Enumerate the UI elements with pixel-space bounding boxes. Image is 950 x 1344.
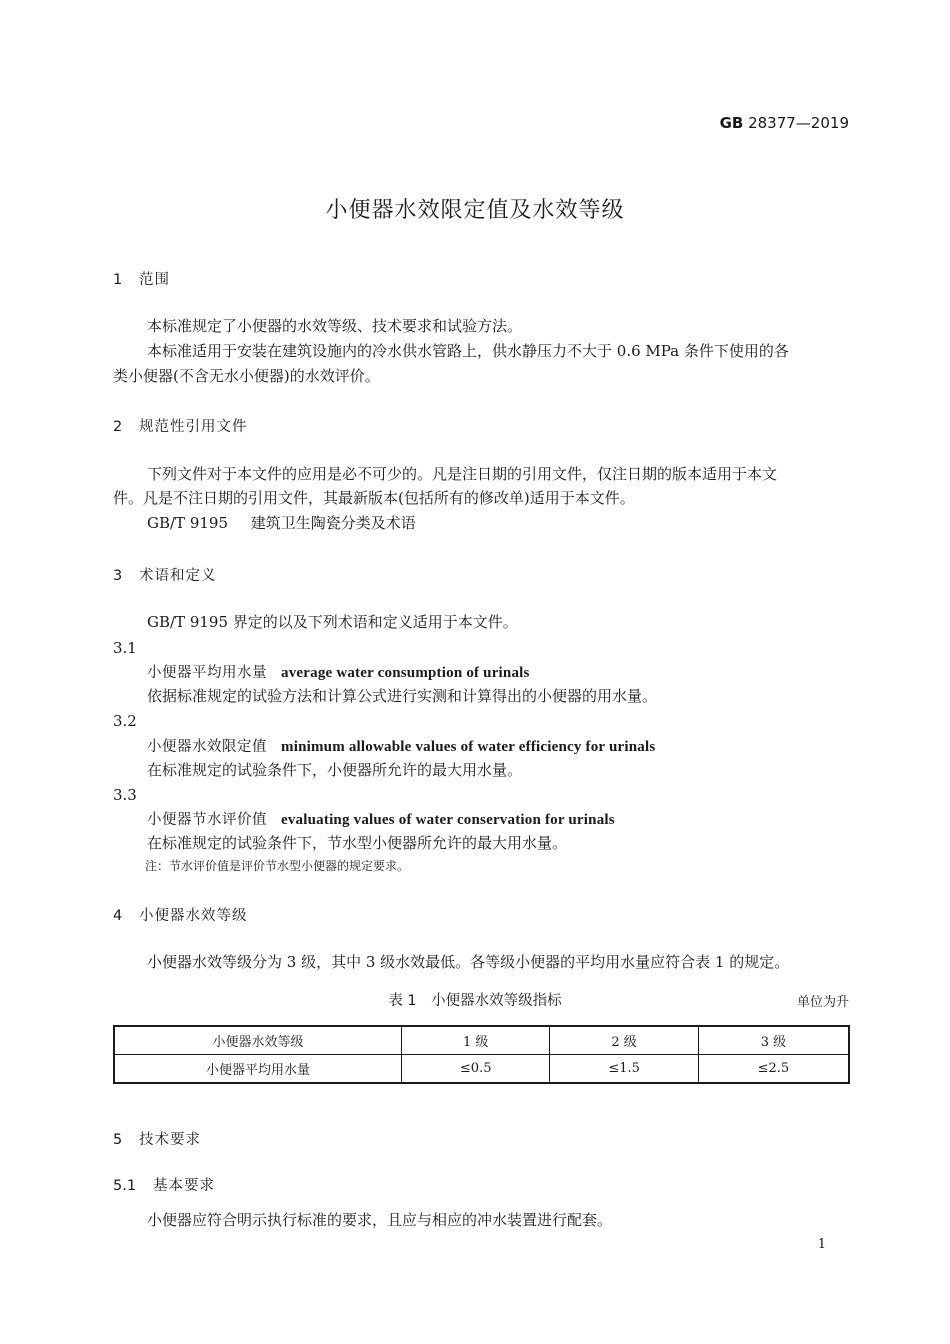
section-number: 1 xyxy=(113,272,123,288)
section-number: 4 xyxy=(113,908,123,924)
table-header-row xyxy=(114,1026,849,1055)
section-title: 范围 xyxy=(139,272,170,288)
section-number: 2 xyxy=(113,419,123,435)
subsection-5-1-heading xyxy=(113,1174,215,1195)
paragraph-line: 件。凡是不注日期的引用文件，其最新版本(包括所有的修改单)适用于本文件。 xyxy=(113,489,635,507)
note: 注：节水评价值是评价节水型小便器的规定要求。 xyxy=(145,859,410,873)
term-name-cn: 小便器平均用水量 xyxy=(147,665,267,681)
standard-number xyxy=(720,114,849,132)
term-definition: 在标准规定的试验条件下，小便器所允许的最大用水量。 xyxy=(147,761,523,779)
paragraph-line: 下列文件对于本文件的应用是必不可少的。凡是注日期的引用文件，仅注日期的版本适用于本文 xyxy=(147,465,778,483)
standard-prefix: GB xyxy=(719,114,744,132)
section-2-heading xyxy=(113,415,248,436)
reference-code: GB/T 9195 xyxy=(147,514,229,532)
section-1-heading xyxy=(113,268,170,289)
term-heading xyxy=(147,808,615,829)
document-title: 小便器水效限定值及水效等级 xyxy=(325,198,625,223)
section-title: 术语和定义 xyxy=(139,568,217,584)
section-number: 3 xyxy=(113,568,123,584)
section-title: 技术要求 xyxy=(139,1132,201,1148)
term-heading xyxy=(147,661,530,682)
subsection-number: 5.1 xyxy=(113,1178,137,1194)
table-unit: 单位为升 xyxy=(796,995,849,1010)
normative-reference xyxy=(147,511,416,536)
table-cell: ≤1.5 xyxy=(550,1055,698,1084)
paragraph-line: 本标准适用于安装在建筑设施内的冷水供水管路上，供水静压力不大于 0.6 MPa 条件下使用的各 xyxy=(147,342,789,360)
section-4-heading xyxy=(113,904,248,925)
paragraph: 本标准规定了小便器的水效等级、技术要求和试验方法。 xyxy=(147,317,523,335)
table-cell: 小便器平均用水量 xyxy=(114,1055,402,1084)
paragraph: 小便器应符合明示执行标准的要求，且应与相应的冲水装置进行配套。 xyxy=(147,1211,613,1229)
term-name-en: average water consumption of urinals xyxy=(281,665,530,681)
term-name-cn: 小便器节水评价值 xyxy=(147,812,267,828)
section-5-heading xyxy=(113,1128,201,1149)
section-number: 5 xyxy=(113,1132,123,1148)
section-title: 规范性引用文件 xyxy=(139,419,248,435)
standard-code: 28377—2019 xyxy=(748,114,849,132)
paragraph: 小便器水效等级分为 3 级，其中 3 级水效最低。各等级小便器的平均用水量应符合表 1 的规定。 xyxy=(147,953,790,971)
table-cell: ≤0.5 xyxy=(402,1055,550,1084)
term-name-cn: 小便器水效限定值 xyxy=(147,739,267,755)
section-3-heading xyxy=(113,564,217,585)
section-title: 小便器水效等级 xyxy=(139,908,248,924)
water-efficiency-grade-table xyxy=(113,1025,850,1084)
table-caption: 表 1 小便器水效等级指标 xyxy=(388,993,562,1009)
paragraph: GB/T 9195 界定的以及下列术语和定义适用于本文件。 xyxy=(147,613,518,631)
table-row xyxy=(114,1055,849,1084)
reference-title: 建筑卫生陶瓷分类及术语 xyxy=(250,514,416,532)
term-name-en: evaluating values of water conservation for urinals xyxy=(281,812,615,828)
term-number: 3.1 xyxy=(113,639,137,657)
paragraph-line: 类小便器(不含无水小便器)的水效评价。 xyxy=(113,367,380,385)
term-name-en: minimum allowable values of water efficiency for urinals xyxy=(281,739,656,755)
term-heading xyxy=(147,735,655,756)
table-cell: ≤2.5 xyxy=(698,1055,849,1084)
subsection-title: 基本要求 xyxy=(153,1178,215,1194)
term-definition: 在标准规定的试验条件下，节水型小便器所允许的最大用水量。 xyxy=(147,834,568,852)
term-number: 3.3 xyxy=(113,786,137,804)
table-header-cell: 小便器水效等级 xyxy=(114,1026,402,1055)
table-header-cell: 1 级 xyxy=(402,1026,550,1055)
term-definition: 依据标准规定的试验方法和计算公式进行实测和计算得出的小便器的用水量。 xyxy=(147,687,658,705)
table-header-cell: 3 级 xyxy=(698,1026,849,1055)
term-number: 3.2 xyxy=(113,712,137,730)
table-header-cell: 2 级 xyxy=(550,1026,698,1055)
page-number: 1 xyxy=(817,1237,826,1252)
